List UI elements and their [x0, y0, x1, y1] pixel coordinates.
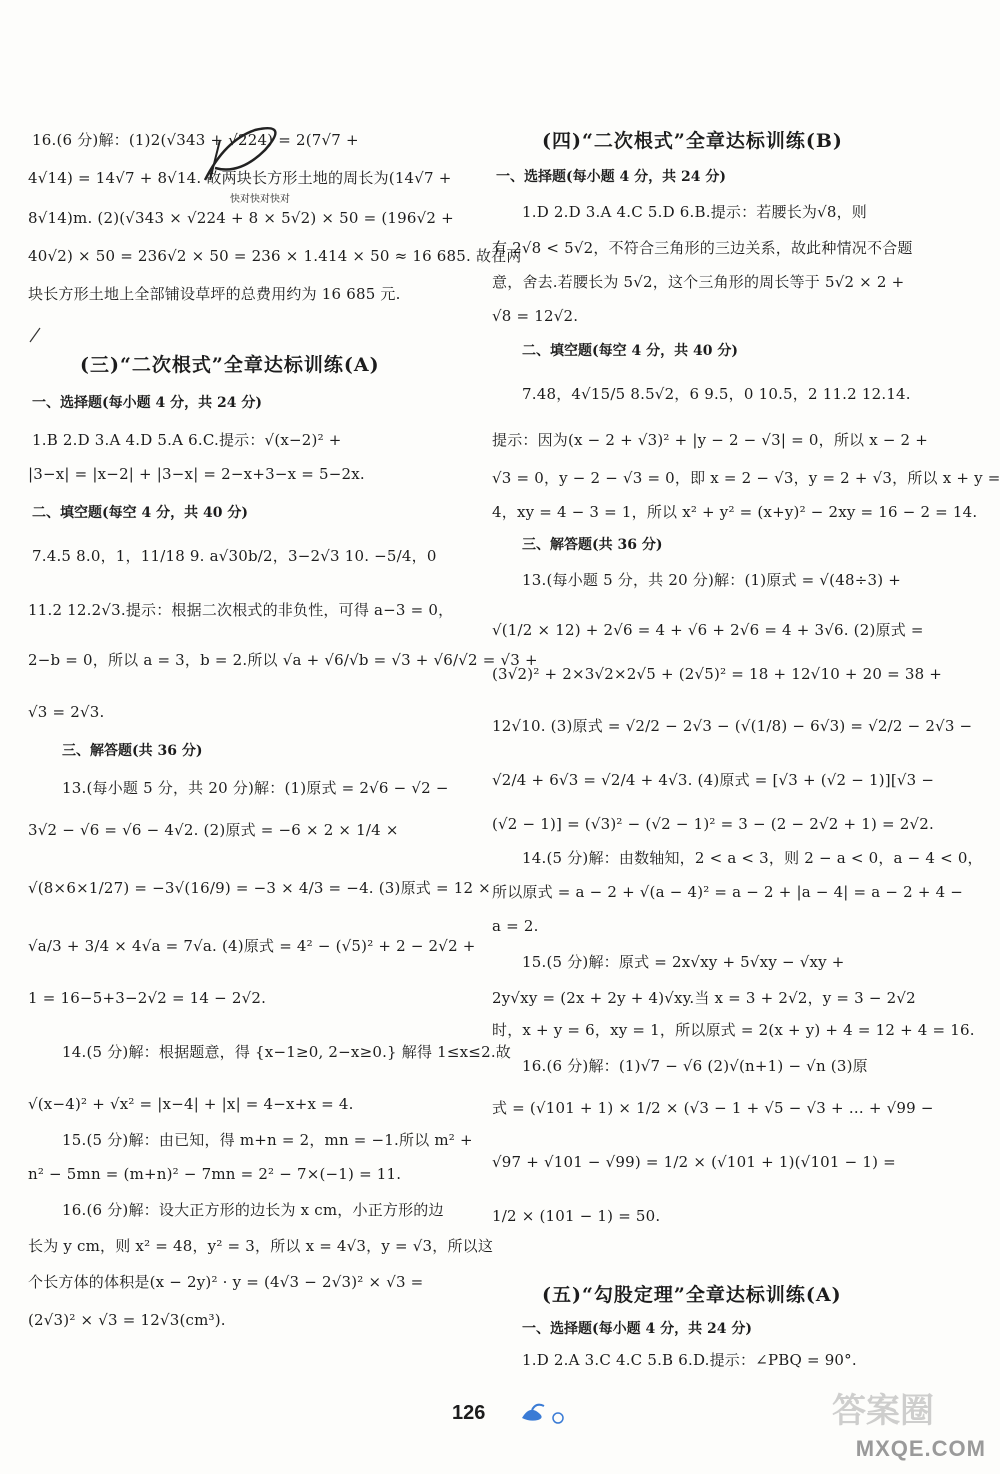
solve-line-7: √(x−4)² + √x² = |x−4| + |x| = 4−x+x = 4.	[28, 1095, 354, 1113]
solve-b-line-15: √97 + √101 − √99) = 1/2 × (√101 + 1)(√101 − 1) =	[492, 1153, 896, 1171]
solve-line-4: √a/3 + 3/4 × 4√a = 7√a. (4)原式 = 4² − (√5)² + 2 − 2√2 +	[28, 937, 476, 955]
q16-line-2: 4√14) = 14√7 + 8√14. 故两块长方形土地的周长为(14√7 +	[28, 169, 452, 187]
bird-logo-icon	[518, 1400, 568, 1426]
solve-b-line-2: √(1/2 × 12) + 2√6 = 4 + √6 + 2√6 = 4 + 3√6. (2)原式 =	[492, 621, 924, 639]
fill-line-4: √3 = 2√3.	[28, 703, 105, 721]
fill-b-line-1: 7.48，4√15/5 8.5√2，6 9.5，0 10.5，2 11.2 12.14.	[522, 385, 911, 403]
solve-line-2: 3√2 − √6 = √6 − 4√2. (2)原式 = −6 × 2 × 1/4 ×	[28, 821, 399, 839]
subsection-choice-c: 一、选择题(每小题 4 分，共 24 分)	[522, 1321, 752, 1337]
handwritten-note: 快对快对快对	[230, 194, 290, 205]
solve-line-10: 16.(6 分)解：设大正方形的边长为 x cm，小正方形的边	[62, 1201, 444, 1219]
q16-line-5: 块长方形土地上全部铺设草坪的总费用约为 16 685 元.	[28, 285, 401, 303]
fill-line-1: 7.4.5 8.0，1，11/18 9. a√30b/2，3−2√3 10. −5/4，0	[32, 547, 437, 565]
solve-b-line-11: 2y√xy = (2x + 2y + 4)√xy.当 x = 3 + 2√2，y = 3 − 2√2	[492, 989, 916, 1007]
choice-b-line-3: 意，舍去.若腰长为 5√2，这个三角形的周长等于 5√2 × 2 +	[492, 273, 905, 291]
choice-line-1: 1.B 2.D 3.A 4.D 5.A 6.C.提示：√(x−2)² +	[32, 431, 342, 449]
subsection-choice-b: 一、选择题(每小题 4 分，共 24 分)	[496, 169, 726, 185]
solve-b-line-12: 时，x + y = 6，xy = 1，所以原式 = 2(x + y) + 4 = 12 + 4 = 16.	[492, 1021, 975, 1039]
pen-mark	[28, 326, 42, 344]
solve-b-line-16: 1/2 × (101 − 1) = 50.	[492, 1207, 661, 1225]
solve-b-line-7: 14.(5 分)解：由数轴知，2 < a < 3，则 2 − a < 0，a − 4 < 0，	[522, 849, 983, 867]
choice-b-line-1: 1.D 2.D 3.A 4.C 5.D 6.B.提示：若腰长为√8，则	[522, 203, 867, 221]
solve-b-line-9: a = 2.	[492, 917, 539, 935]
page-number: 126	[452, 1402, 486, 1424]
solve-b-line-4: 12√10. (3)原式 = √2/2 − 2√3 − (√(1/8) − 6√3) = √2/2 − 2√3 −	[492, 717, 973, 735]
q16-line-4: 40√2) × 50 = 236√2 × 50 = 236 × 1.414 × 50 ≈ 16 685. 故在两	[28, 247, 522, 265]
subsection-choice: 一、选择题(每小题 4 分，共 24 分)	[32, 395, 262, 411]
fill-line-2: 11.2 12.2√3.提示：根据二次根式的非负性，可得 a−3 = 0，	[28, 601, 454, 619]
choice-line-2: |3−x| = |x−2| + |3−x| = 2−x+3−x = 5−2x.	[28, 465, 365, 483]
subsection-solve: 三、解答题(共 36 分)	[62, 743, 203, 759]
watermark-text: MXQE.COM	[855, 1436, 986, 1461]
solve-b-line-6: (√2 − 1)] = (√3)² − (√2 − 1)² = 3 − (2 − 2√2 + 1) = 2√2.	[492, 815, 934, 833]
subsection-fill-b: 二、填空题(每空 4 分，共 40 分)	[522, 343, 738, 359]
fill-b-line-3: √3 = 0，y − 2 − √3 = 0，即 x = 2 − √3，y = 2 + √3，所以 x + y =	[492, 469, 1000, 487]
subsection-solve-b: 三、解答题(共 36 分)	[522, 537, 663, 553]
q16-line-3: 8√14)m. (2)(√343 × √224 + 8 × 5√2) × 50 = (196√2 +	[28, 209, 454, 227]
section-title-b: (四)“二次根式”全章达标训练(B)	[542, 130, 843, 152]
solve-line-12: 个长方体的体积是(x − 2y)² · y = (4√3 − 2√3)² × √3 =	[28, 1273, 424, 1291]
solve-b-line-3: (3√2)² + 2×3√2×2√5 + (2√5)² = 18 + 12√10 + 20 = 38 +	[492, 665, 943, 683]
fill-b-line-4: 4，xy = 4 − 3 = 1，所以 x² + y² = (x+y)² − 2xy = 16 − 2 = 14.	[492, 503, 978, 521]
section-title-c: (五)“勾股定理”全章达标训练(A)	[542, 1284, 842, 1306]
solve-b-line-10: 15.(5 分)解：原式 = 2x√xy + 5√xy − √xy +	[522, 953, 845, 971]
solve-line-8: 15.(5 分)解：由已知，得 m+n = 2，mn = −1.所以 m² +	[62, 1131, 473, 1149]
solve-line-11: 长为 y cm，则 x² = 48，y² = 3，所以 x = 4√3，y = √3，所以这	[28, 1237, 494, 1255]
choice-b-line-4: √8 = 12√2.	[492, 307, 579, 325]
solve-line-13: (2√3)² × √3 = 12√3(cm³).	[28, 1311, 226, 1329]
fill-b-line-2: 提示：因为(x − 2 + √3)² + |y − 2 − √3| = 0，所以 x − 2 +	[492, 431, 929, 449]
section-title-a: (三)“二次根式”全章达标训练(A)	[80, 354, 380, 376]
solve-line-6: 14.(5 分)解：根据题意，得 {x−1≥0, 2−x≥0.} 解得 1≤x≤2.故	[62, 1043, 511, 1061]
pen-scribble	[195, 120, 305, 200]
solve-line-1: 13.(每小题 5 分，共 20 分)解：(1)原式 = 2√6 − √2 −	[62, 779, 449, 797]
q16-line-1: 16.(6 分)解：(1)2(√343 + √224) = 2(7√7 +	[32, 131, 359, 149]
solve-b-line-1: 13.(每小题 5 分，共 20 分)解：(1)原式 = √(48÷3) +	[522, 571, 902, 589]
watermark-cn: 答案圈	[832, 1391, 934, 1431]
choice-b-line-2: 有 2√8 < 5√2，不符合三角形的三边关系，故此种情况不合题	[492, 239, 913, 257]
fill-line-3: 2−b = 0，所以 a = 3，b = 2.所以 √a + √6/√b = √3 + √6/√2 = √3 +	[28, 651, 538, 669]
solve-b-line-8: 所以原式 = a − 2 + √(a − 4)² = a − 2 + |a − 4| = a − 2 + 4 −	[492, 883, 964, 901]
choice-c-line-1: 1.D 2.A 3.C 4.C 5.B 6.D.提示：∠PBQ = 90°.	[522, 1351, 857, 1369]
solve-line-3: √(8×6×1/27) = −3√(16/9) = −3 × 4/3 = −4. (3)原式 = 12 ×	[28, 879, 491, 897]
solve-b-line-14: 式 = (√101 + 1) × 1/2 × (√3 − 1 + √5 − √3 + … + √99 −	[492, 1099, 934, 1117]
solve-line-5: 1 = 16−5+3−2√2 = 14 − 2√2.	[28, 989, 267, 1007]
solve-line-9: n² − 5mn = (m+n)² − 7mn = 2² − 7×(−1) = 11.	[28, 1165, 402, 1183]
solve-b-line-5: √2/4 + 6√3 = √2/4 + 4√3. (4)原式 = [√3 + (√2 − 1)][√3 −	[492, 771, 935, 789]
solve-b-line-13: 16.(6 分)解：(1)√7 − √6 (2)√(n+1) − √n (3)原	[522, 1057, 868, 1075]
subsection-fill: 二、填空题(每空 4 分，共 40 分)	[32, 505, 248, 521]
